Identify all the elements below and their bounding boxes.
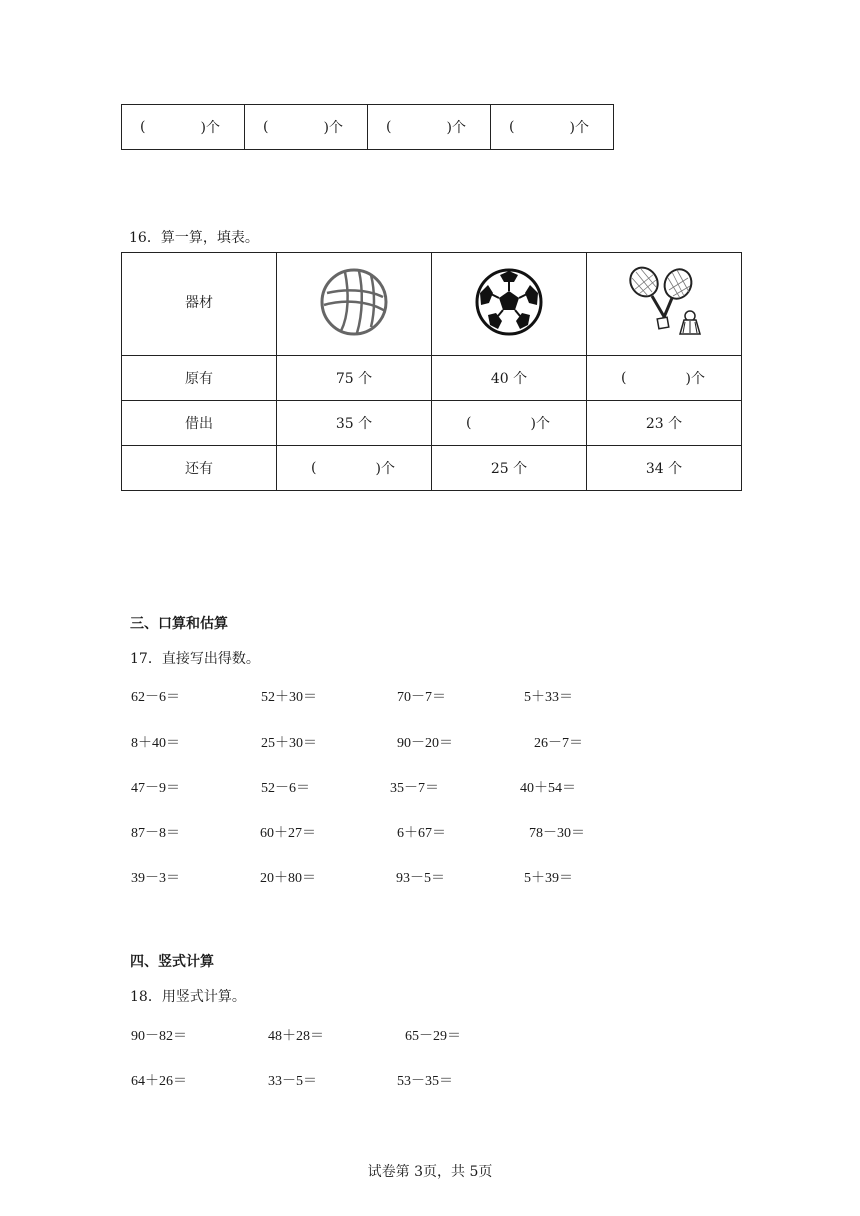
table-cell: 23 个 <box>587 401 742 446</box>
blank-close: )个 <box>323 120 343 136</box>
blank-close: )个 <box>685 371 705 387</box>
arithmetic-item: 78－30＝ <box>529 826 585 841</box>
soccer-ball-icon <box>474 267 544 337</box>
vertical-calc-item: 33－5＝ <box>268 1074 317 1089</box>
arithmetic-item: 6＋67＝ <box>397 826 446 841</box>
page-footer: 试卷第 3页，共 5页 <box>367 1164 493 1180</box>
blank-open: ( <box>466 415 472 431</box>
arithmetic-item: 62－6＝ <box>131 690 180 705</box>
section-4-heading: 四、竖式计算 <box>130 954 214 970</box>
blank-open: ( <box>621 370 627 386</box>
vertical-calc-item: 48＋28＝ <box>268 1029 324 1044</box>
arithmetic-item: 47－9＝ <box>131 781 180 796</box>
table-cell: 35 个 <box>277 401 432 446</box>
section-3-heading: 三、口算和估算 <box>130 616 228 632</box>
arithmetic-item: 5＋33＝ <box>524 690 573 705</box>
answer-cell <box>122 105 245 150</box>
arithmetic-item: 70－7＝ <box>397 690 446 705</box>
blank-close: )个 <box>446 120 466 136</box>
badminton-cell <box>587 253 742 356</box>
soccer-ball-cell <box>432 253 587 356</box>
question-16-title: 16．算一算，填表。 <box>129 230 259 246</box>
arithmetic-item: 26－7＝ <box>534 736 583 751</box>
volleyball-icon <box>319 267 389 337</box>
arithmetic-item: 20＋80＝ <box>260 871 316 886</box>
blank-open: ( <box>311 460 317 476</box>
blank-open: ( <box>509 119 515 135</box>
arithmetic-item: 52－6＝ <box>261 781 310 796</box>
question-17-title: 17．直接写出得数。 <box>130 651 260 667</box>
vertical-calc-item: 64＋26＝ <box>131 1074 187 1089</box>
blank-open: ( <box>263 119 269 135</box>
answer-cell <box>368 105 491 150</box>
blank-open: ( <box>140 119 146 135</box>
arithmetic-item: 8＋40＝ <box>131 736 180 751</box>
badminton-icon <box>622 264 706 340</box>
header-label-cell <box>122 253 277 356</box>
table-cell-blank <box>587 356 742 401</box>
vertical-calc-item: 53－35＝ <box>397 1074 453 1089</box>
volleyball-cell <box>277 253 432 356</box>
blank-open: ( <box>386 119 392 135</box>
header-label: 器材 <box>185 295 213 311</box>
arithmetic-item: 35－7＝ <box>390 781 439 796</box>
answer-cell <box>245 105 368 150</box>
arithmetic-item: 39－3＝ <box>131 871 180 886</box>
arithmetic-item: 25＋30＝ <box>261 736 317 751</box>
row-label: 还有 <box>122 446 277 491</box>
blank-close: )个 <box>569 120 589 136</box>
vertical-calc-item: 65－29＝ <box>405 1029 461 1044</box>
row-label: 借出 <box>122 401 277 446</box>
blank-close: )个 <box>375 461 395 477</box>
vertical-calc-item: 90－82＝ <box>131 1029 187 1044</box>
arithmetic-item: 52＋30＝ <box>261 690 317 705</box>
blank-close: )个 <box>200 120 220 136</box>
table-cell-blank <box>277 446 432 491</box>
arithmetic-item: 87－8＝ <box>131 826 180 841</box>
table-cell: 34 个 <box>587 446 742 491</box>
table-cell-blank <box>432 401 587 446</box>
row-label: 原有 <box>122 356 277 401</box>
table-cell: 25 个 <box>432 446 587 491</box>
arithmetic-item: 93－5＝ <box>396 871 445 886</box>
arithmetic-item: 5＋39＝ <box>524 871 573 886</box>
equipment-table <box>121 252 742 491</box>
answer-cell <box>491 105 614 150</box>
arithmetic-item: 90－20＝ <box>397 736 453 751</box>
table-cell: 75 个 <box>277 356 432 401</box>
arithmetic-item: 60＋27＝ <box>260 826 316 841</box>
answer-row-table <box>121 104 614 150</box>
blank-close: )个 <box>530 416 550 432</box>
question-18-title: 18．用竖式计算。 <box>130 989 246 1005</box>
arithmetic-item: 40＋54＝ <box>520 781 576 796</box>
table-cell: 40 个 <box>432 356 587 401</box>
